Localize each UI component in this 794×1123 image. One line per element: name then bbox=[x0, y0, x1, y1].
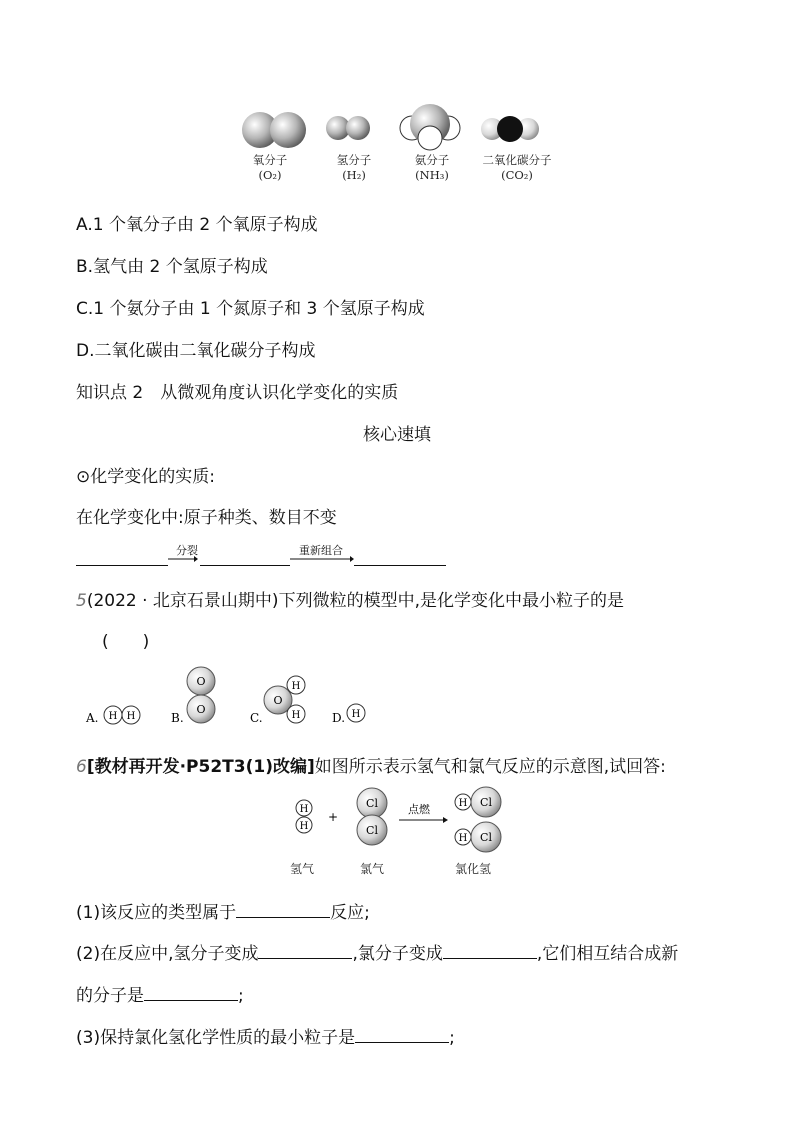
molecule-models-figure bbox=[230, 100, 560, 160]
svg-text:H: H bbox=[351, 709, 361, 720]
option-c: C.1 个氨分子由 1 个氮原子和 3 个氢原子构成 bbox=[76, 299, 425, 319]
question-6-part-2-cont: 的分子是 ; bbox=[76, 986, 244, 1006]
svg-text:O: O bbox=[196, 675, 206, 688]
question-6-text: 如图所示表示氢气和氯气反应的示意图,试回答: bbox=[314, 757, 666, 777]
question-5-choices-figure bbox=[80, 660, 380, 728]
essence-blank-2 bbox=[200, 565, 290, 566]
hydrogen-molecule-model bbox=[326, 116, 370, 140]
svg-text:H: H bbox=[126, 711, 136, 722]
essence-heading: ⊙化学变化的实质: bbox=[76, 467, 215, 487]
question-6-part-2: (2)在反应中,氢分子变成 ,氯分子变成 ,它们相互结合成新 bbox=[76, 944, 679, 964]
arrow-right-icon bbox=[290, 554, 354, 564]
label-chlorine-gas: 氯气 bbox=[360, 862, 385, 876]
caption-hydrogen: 氢分子 (H₂) bbox=[336, 153, 372, 182]
essence-blank-1 bbox=[76, 565, 168, 566]
question-5-text: (2022 · 北京石景山期中)下列微粒的模型中,是化学变化中最小粒子的是 bbox=[86, 591, 624, 611]
choice-b-oxygen-molecule bbox=[187, 667, 215, 723]
svg-text:H: H bbox=[458, 833, 468, 844]
arrow-right-icon bbox=[168, 554, 198, 564]
caption-ammonia: 氨分子 (NH₃) bbox=[414, 153, 450, 182]
svg-text:H: H bbox=[458, 798, 468, 809]
svg-text:H: H bbox=[299, 821, 309, 832]
question-number: 5 bbox=[76, 591, 87, 611]
knowledge-point-heading: 知识点 2 从微观角度认识化学变化的实质 bbox=[76, 383, 399, 403]
oxygen-molecule-model bbox=[242, 112, 306, 148]
svg-text:O: O bbox=[196, 703, 206, 716]
option-b: B.氢气由 2 个氢原子构成 bbox=[76, 257, 268, 277]
choice-c-water-molecule bbox=[264, 676, 305, 723]
choice-d-hydrogen-atom bbox=[347, 704, 365, 722]
svg-text:Cl: Cl bbox=[480, 796, 492, 809]
option-a: A.1 个氧分子由 2 个氧原子构成 bbox=[76, 215, 318, 235]
answer-blank bbox=[258, 942, 352, 959]
reaction-arrow-icon bbox=[399, 817, 448, 823]
choice-a-hydrogen-molecule bbox=[104, 706, 140, 724]
svg-text:Cl: Cl bbox=[480, 831, 492, 844]
hydrogen-chloride-molecule-model bbox=[455, 822, 501, 852]
answer-blank bbox=[236, 901, 330, 918]
svg-text:H: H bbox=[291, 681, 301, 692]
svg-text:H: H bbox=[291, 710, 301, 721]
label-hydrogen-chloride: 氯化氢 bbox=[455, 862, 492, 876]
caption-oxygen: 氧分子 (O₂) bbox=[252, 153, 288, 182]
section-title: 核心速填 bbox=[363, 425, 431, 445]
choice-b-label: B. bbox=[171, 711, 184, 725]
choice-d-label: D. bbox=[332, 711, 346, 725]
question-6-part-1: (1)该反应的类型属于 反应; bbox=[76, 903, 370, 923]
option-d: D.二氧化碳由二氧化碳分子构成 bbox=[76, 341, 316, 361]
hydrogen-molecule-model bbox=[296, 800, 312, 833]
answer-paren: ( ) bbox=[102, 632, 150, 652]
caption-carbon-dioxide: 二氧化碳分子 (CO₂) bbox=[482, 153, 552, 182]
svg-text:Cl: Cl bbox=[366, 824, 378, 837]
chlorine-molecule-model bbox=[357, 788, 387, 845]
question-6-part-3: (3)保持氯化氢化学性质的最小粒子是 ; bbox=[76, 1028, 455, 1048]
question-number: 6 bbox=[76, 757, 87, 777]
ammonia-molecule-model bbox=[400, 104, 460, 150]
choice-c-label: C. bbox=[250, 711, 263, 725]
label-hydrogen-gas: 氢气 bbox=[290, 862, 315, 876]
question-6 bbox=[76, 752, 666, 777]
arrow-label-recombine: 重新组合 bbox=[299, 544, 343, 557]
answer-blank bbox=[355, 1026, 449, 1043]
essence-text: 在化学变化中:原子种类、数目不变 bbox=[76, 508, 337, 528]
essence-blank-3 bbox=[354, 565, 446, 566]
hydrogen-chloride-molecule-model bbox=[455, 787, 501, 817]
svg-text:O: O bbox=[273, 694, 283, 707]
svg-text:H: H bbox=[299, 804, 309, 815]
choice-a-label: A. bbox=[86, 711, 99, 725]
svg-text:H: H bbox=[108, 711, 118, 722]
plus-sign: + bbox=[327, 810, 339, 824]
carbon-dioxide-molecule-model bbox=[481, 116, 539, 142]
answer-blank bbox=[144, 984, 238, 1001]
question-6-tag: [教材再开发·P52T3(1)改编] bbox=[86, 757, 315, 777]
question-5 bbox=[76, 586, 624, 611]
essence-blank-row bbox=[76, 544, 446, 572]
svg-text:Cl: Cl bbox=[366, 797, 378, 810]
arrow-label-split: 分裂 bbox=[176, 544, 198, 557]
reaction-condition: 点燃 bbox=[408, 803, 430, 816]
answer-blank bbox=[443, 942, 537, 959]
